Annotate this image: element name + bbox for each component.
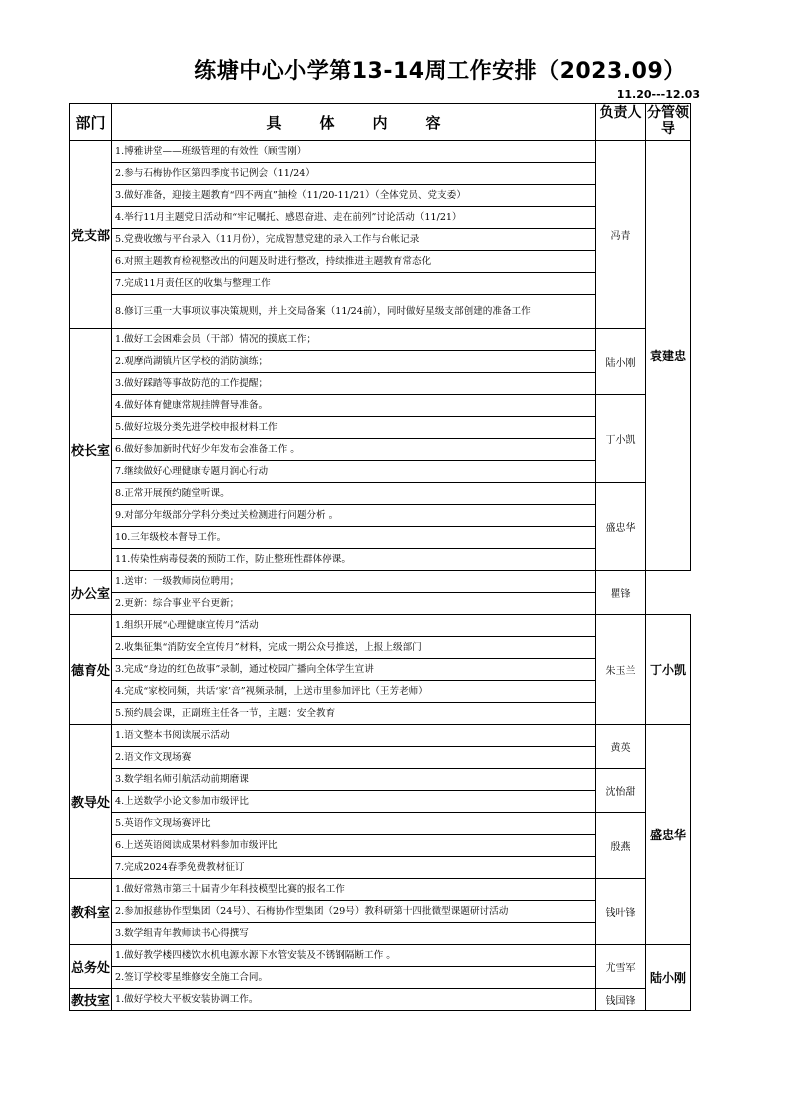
list-item: 1.做好学校大平板安装协调工作。 <box>112 989 596 1011</box>
list-item: 1.语文整本书阅读展示活动 <box>112 725 596 747</box>
list-item: 4.完成“家校同频，共话‘家’音”视频录制，上送市里参加评比（王芳老师） <box>112 681 596 703</box>
responsible-cell: 盛忠华 <box>596 483 646 571</box>
responsible-cell: 朱玉兰 <box>596 615 646 725</box>
list-item: 4.上送数学小论文参加市级评比 <box>112 791 596 813</box>
list-item: 3.做好准备，迎接主题教育“四不两直”抽检（11/20-11/21）（全体党员、党支委） <box>112 185 596 207</box>
header-dept: 部门 <box>70 104 112 141</box>
list-item: 4.举行11月主题党日活动和“牢记嘱托、感恩奋进、走在前列”讨论活动（11/21） <box>112 207 596 229</box>
list-item: 5.英语作文现场赛评比 <box>112 813 596 835</box>
list-item: 6.上送英语阅读成果材料参加市级评比 <box>112 835 596 857</box>
list-item: 5.预约晨会课，正副班主任各一节，主题：安全教育 <box>112 703 596 725</box>
list-item: 2.收集征集“消防安全宣传月”材料，完成一期公众号推送，上报上级部门 <box>112 637 596 659</box>
responsible-cell: 钱叶锋 <box>596 879 646 945</box>
list-item: 5.做好垃圾分类先进学校申报材料工作 <box>112 417 596 439</box>
dept-research: 教科室 <box>70 879 112 945</box>
page-title: 练塘中心小学第13-14周工作安排（2023.09） <box>194 59 686 84</box>
date-range: 11.20---12.03 <box>616 88 700 101</box>
list-item: 4.做好体育健康常规挂牌督导准备。 <box>112 395 596 417</box>
list-item: 9.对部分年级部分学科分类过关检测进行问题分析 。 <box>112 505 596 527</box>
responsible-cell: 丁小凯 <box>596 395 646 483</box>
list-item: 3.数学组青年教师读书心得撰写 <box>112 923 596 945</box>
manager-cell: 陆小刚 <box>646 945 691 1011</box>
list-item: 7.继续做好心理健康专题月润心行动 <box>112 461 596 483</box>
list-item: 10.三年级校本督导工作。 <box>112 527 596 549</box>
list-item: 5.党费收缴与平台录入（11月份），完成智慧党建的录入工作与台帐记录 <box>112 229 596 251</box>
dept-office: 办公室 <box>70 571 112 615</box>
list-item: 1.组织开展“心理健康宣传月”活动 <box>112 615 596 637</box>
list-item: 1.做好工会困难会员（干部）情况的摸底工作； <box>112 329 596 351</box>
dept-general: 总务处 <box>70 945 112 989</box>
list-item: 3.完成“身边的红色故事”录制，通过校园广播向全体学生宣讲 <box>112 659 596 681</box>
dept-tech: 教技室 <box>70 989 112 1011</box>
dept-moral: 德育处 <box>70 615 112 725</box>
responsible-cell: 陆小刚 <box>596 329 646 395</box>
responsible-cell: 瞿锋 <box>596 571 646 615</box>
manager-cell: 盛忠华 <box>646 725 691 945</box>
header-content: 具体内容 <box>266 113 479 132</box>
manager-cell: 丁小凯 <box>646 615 691 725</box>
list-item: 1.做好常熟市第三十届青少年科技模型比赛的报名工作 <box>112 879 596 901</box>
schedule-table <box>69 103 691 1011</box>
list-item: 6.做好参加新时代好少年发布会准备工作 。 <box>112 439 596 461</box>
responsible-cell: 殷燕 <box>596 813 646 879</box>
list-item: 3.做好踩踏等事故防范的工作提醒； <box>112 373 596 395</box>
list-item: 8.修订三重一大事项议事决策规则，并上交局备案（11/24前），同时做好星级支部创建的准备工作 <box>112 295 596 329</box>
responsible-cell: 沈怡甜 <box>596 769 646 813</box>
responsible-cell: 黄英 <box>596 725 646 769</box>
responsible-cell: 钱国锋 <box>596 989 646 1011</box>
list-item: 2.语文作文现场赛 <box>112 747 596 769</box>
list-item: 2.更新：综合事业平台更新； <box>112 593 596 615</box>
header-manager: 分管领导 <box>646 104 691 141</box>
list-item: 2.参与石梅协作区第四季度书记例会（11/24） <box>112 163 596 185</box>
dept-principal: 校长室 <box>70 329 112 571</box>
list-item: 1.送审：一级教师岗位聘用； <box>112 571 596 593</box>
header-responsible: 负责人 <box>596 104 646 141</box>
list-item: 6.对照主题教育检视整改出的问题及时进行整改，持续推进主题教育常态化 <box>112 251 596 273</box>
list-item: 1.博雅讲堂——班级管理的有效性（顾雪刚） <box>112 141 596 163</box>
list-item: 1.做好教学楼四楼饮水机电源水源下水管安装及不锈钢隔断工作 。 <box>112 945 596 967</box>
dept-party: 党支部 <box>70 141 112 329</box>
list-item: 7.完成11月责任区的收集与整理工作 <box>112 273 596 295</box>
list-item: 2.观摩尚湖镇片区学校的消防演练； <box>112 351 596 373</box>
responsible-cell: 尤雪军 <box>596 945 646 989</box>
list-item: 2.签订学校零星维修安全施工合同。 <box>112 967 596 989</box>
list-item: 11.传染性病毒侵袭的预防工作，防止整班性群体停课。 <box>112 549 596 571</box>
list-item: 8.正常开展预约随堂听课。 <box>112 483 596 505</box>
list-item: 2.参加报慈协作型集团（24号）、石梅协作型集团（29号）教科研第十四批微型课题研讨活动 <box>112 901 596 923</box>
manager-cell: 袁建忠 <box>646 141 691 571</box>
list-item: 3.数学组名师引航活动前期磨课 <box>112 769 596 791</box>
list-item: 7.完成2024春季免费教材征订 <box>112 857 596 879</box>
dept-teaching: 教导处 <box>70 725 112 879</box>
responsible-cell: 冯青 <box>596 141 646 329</box>
